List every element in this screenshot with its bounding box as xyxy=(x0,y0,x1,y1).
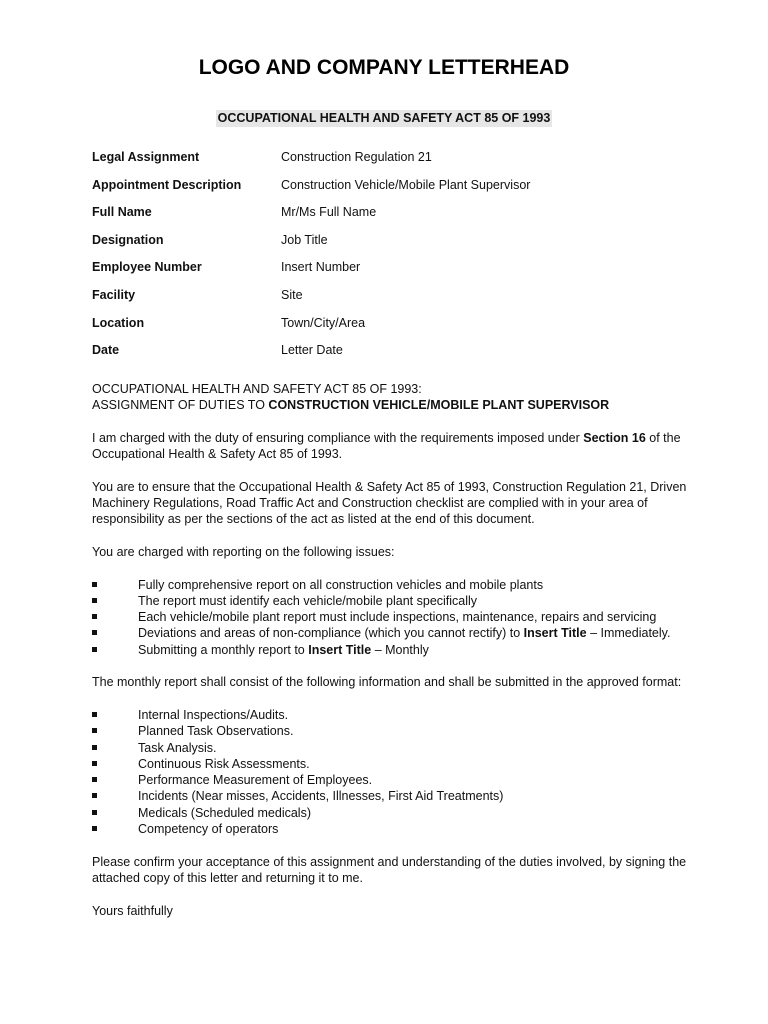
assignment-heading xyxy=(92,381,697,414)
bullet-icon xyxy=(92,598,97,603)
field-value: Insert Number xyxy=(281,260,361,275)
list-item xyxy=(92,609,697,625)
assignment-line-2-role: CONSTRUCTION VEHICLE/MOBILE PLANT SUPERVISOR xyxy=(268,398,610,413)
closing-salutation: Yours faithfully xyxy=(92,903,173,918)
bullet-icon xyxy=(92,810,97,815)
list-item-text: Task Analysis. xyxy=(138,740,217,755)
list-item-tail: – Monthly xyxy=(371,642,429,657)
list-item-text: Planned Task Observations. xyxy=(138,724,294,739)
field-value: Letter Date xyxy=(281,343,343,358)
list-item xyxy=(92,740,697,756)
duty-paragraph xyxy=(92,430,697,463)
bullet-icon xyxy=(92,614,97,619)
field-value: Job Title xyxy=(281,232,328,247)
list-item xyxy=(92,723,697,739)
list-item xyxy=(92,593,697,609)
assignment-line-1: OCCUPATIONAL HEALTH AND SAFETY ACT 85 OF 1993: xyxy=(92,382,422,396)
list-item-text: Fully comprehensive report on all construction vehicles and mobile plants xyxy=(138,577,544,592)
field-value: Construction Vehicle/Mobile Plant Supervisor xyxy=(281,177,531,192)
field-row-appointment-description xyxy=(92,177,692,205)
list-item-text: Incidents (Near misses, Accidents, Illnesses, First Aid Treatments) xyxy=(138,789,504,804)
bullet-icon xyxy=(92,761,97,766)
list-item-text: Each vehicle/mobile plant report must include inspections, maintenance, repairs and servicing xyxy=(138,610,657,625)
list-item-text: The report must identify each vehicle/mobile plant specifically xyxy=(138,593,478,608)
list-item-bold: Insert Title xyxy=(523,626,587,641)
list-item xyxy=(92,707,697,723)
assignment-line-2-prefix: ASSIGNMENT OF DUTIES TO xyxy=(92,398,269,413)
field-row-designation xyxy=(92,232,692,260)
list-item-text: Medicals (Scheduled medicals) xyxy=(138,805,311,820)
act-heading: OCCUPATIONAL HEALTH AND SAFETY ACT 85 OF 1993 xyxy=(217,111,551,125)
bullet-icon xyxy=(92,647,97,652)
act-heading-wrapper xyxy=(0,110,768,127)
list-item-text: Submitting a monthly report to xyxy=(138,642,309,657)
list-item xyxy=(92,772,697,788)
list-item-tail: – Immediately. xyxy=(586,626,671,641)
list-item xyxy=(92,625,697,641)
bullet-icon xyxy=(92,582,97,587)
duty-text-b: of the Occupational Health & Safety Act 85 of 1993. xyxy=(92,430,681,462)
compliance-paragraph: You are to ensure that the Occupational Health & Safety Act 85 of 1993, Construction Regulation 21, Driven Machinery Regulations, Road Traffic Act and Construction checklist are complied with in your area of responsibility as per the sections of the act as listed at the end of this document. xyxy=(92,479,687,527)
list-item-text: Internal Inspections/Audits. xyxy=(138,707,289,722)
duty-section-ref: Section 16 xyxy=(583,430,646,445)
bullet-icon xyxy=(92,793,97,798)
list-item xyxy=(92,756,697,772)
list-item xyxy=(92,642,697,658)
reporting-intro: You are charged with reporting on the following issues: xyxy=(92,544,395,559)
list-item xyxy=(92,577,697,593)
appointment-details xyxy=(92,149,692,370)
list-item-bold: Insert Title xyxy=(308,642,372,657)
reporting-issues-list xyxy=(92,577,697,658)
field-value: Town/City/Area xyxy=(281,315,366,330)
field-row-full-name xyxy=(92,204,692,232)
field-label: Facility xyxy=(92,287,136,302)
letterhead-title: LOGO AND COMPANY LETTERHEAD xyxy=(198,56,570,79)
list-item-text: Deviations and areas of non-compliance (which you cannot rectify) to xyxy=(138,626,524,641)
duty-text-a: I am charged with the duty of ensuring compliance with the requirements imposed under xyxy=(92,430,584,445)
field-label: Full Name xyxy=(92,205,152,220)
field-label: Employee Number xyxy=(92,260,202,275)
field-row-employee-number xyxy=(92,259,692,287)
field-value: Mr/Ms Full Name xyxy=(281,205,377,220)
bullet-icon xyxy=(92,728,97,733)
list-item-text: Performance Measurement of Employees. xyxy=(138,773,373,788)
field-row-legal-assignment xyxy=(92,149,692,177)
bullet-icon xyxy=(92,630,97,635)
monthly-report-intro: The monthly report shall consist of the following information and shall be submitted in the approved format: xyxy=(92,675,682,690)
field-label: Legal Assignment xyxy=(92,150,200,164)
field-row-location xyxy=(92,315,692,343)
field-row-facility xyxy=(92,287,692,315)
bullet-icon xyxy=(92,826,97,831)
list-item xyxy=(92,821,697,837)
field-row-date xyxy=(92,342,692,370)
field-label: Location xyxy=(92,315,145,330)
bullet-icon xyxy=(92,777,97,782)
list-item xyxy=(92,788,697,804)
field-value: Construction Regulation 21 xyxy=(281,150,432,164)
bullet-icon xyxy=(92,745,97,750)
bullet-icon xyxy=(92,712,97,717)
field-value: Site xyxy=(281,287,303,302)
list-item-text: Continuous Risk Assessments. xyxy=(138,756,310,771)
field-label: Appointment Description xyxy=(92,177,242,192)
field-label: Date xyxy=(92,343,120,358)
field-label: Designation xyxy=(92,232,164,247)
confirmation-paragraph: Please confirm your acceptance of this assignment and understanding of the duties involved, by signing the attached copy of this letter and returning it to me. xyxy=(92,854,687,885)
list-item xyxy=(92,805,697,821)
letter-body xyxy=(92,381,697,935)
report-contents-list xyxy=(92,707,697,837)
list-item-text: Competency of operators xyxy=(138,822,279,837)
